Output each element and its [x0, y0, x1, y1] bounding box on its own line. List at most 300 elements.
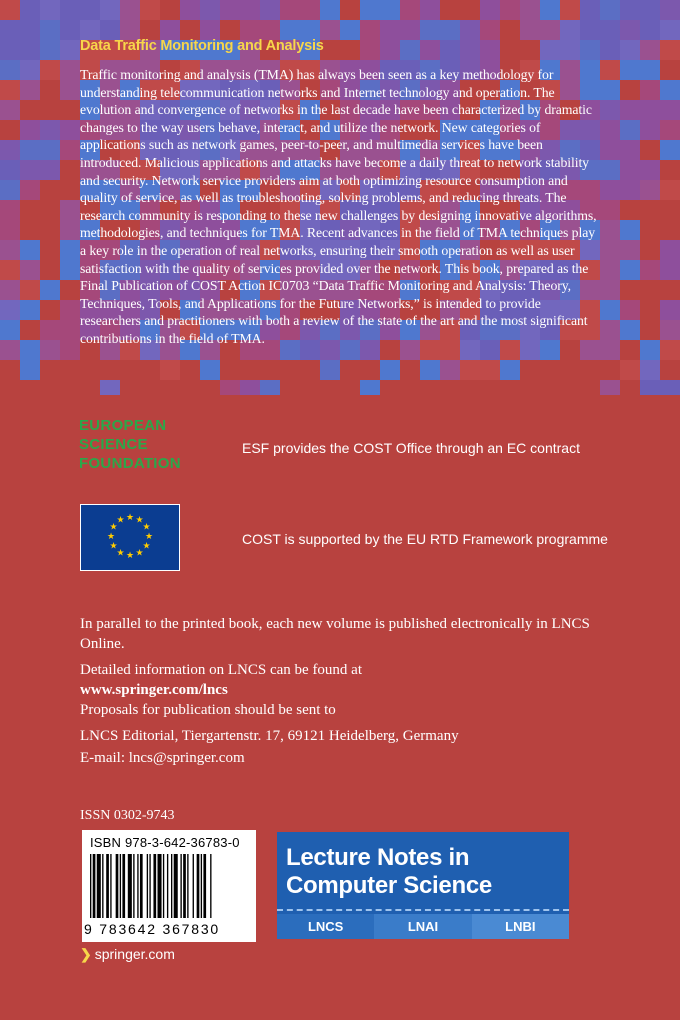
mosaic-cell [40, 380, 60, 395]
mosaic-cell [20, 160, 40, 180]
mosaic-cell [60, 60, 80, 80]
mosaic-cell [560, 0, 580, 20]
mosaic-cell [500, 360, 520, 380]
mosaic-cell [260, 20, 280, 40]
mosaic-cell [600, 120, 620, 140]
mosaic-cell [600, 100, 620, 120]
mosaic-cell [0, 260, 20, 280]
mosaic-cell [340, 360, 360, 380]
svg-text:★: ★ [109, 541, 118, 552]
mosaic-cell [0, 180, 20, 200]
isbn-number: ISBN 978-3-642-36783-0 [90, 835, 240, 850]
mosaic-cell [300, 0, 320, 20]
svg-text:★: ★ [106, 532, 116, 542]
mosaic-cell [380, 20, 400, 40]
mosaic-cell [0, 140, 20, 160]
mosaic-cell [620, 300, 640, 320]
mosaic-cell [60, 140, 80, 160]
mosaic-cell [600, 220, 620, 240]
mosaic-cell [360, 380, 380, 395]
mosaic-cell [180, 20, 200, 40]
mosaic-cell [20, 360, 40, 380]
mosaic-cell [520, 380, 540, 395]
barcode-bar [153, 854, 156, 918]
mosaic-cell [600, 0, 620, 20]
mosaic-cell [660, 300, 680, 320]
mosaic-cell [440, 20, 460, 40]
mosaic-cell [100, 360, 120, 380]
mosaic-cell [580, 0, 600, 20]
mosaic-cell [660, 120, 680, 140]
mosaic-cell [40, 80, 60, 100]
mosaic-cell [180, 380, 200, 395]
barcode-bar [171, 854, 172, 918]
barcode-bar [158, 854, 162, 918]
mosaic-cell [280, 0, 300, 20]
mosaic-cell [640, 380, 660, 395]
mosaic-cell [60, 260, 80, 280]
mosaic-cell [660, 360, 680, 380]
mosaic-cell [440, 380, 460, 395]
mosaic-cell [20, 180, 40, 200]
mosaic-cell [80, 20, 100, 40]
mosaic-cell [120, 380, 140, 395]
mosaic-cell [600, 320, 620, 340]
mosaic-cell [0, 300, 20, 320]
mosaic-cell [20, 340, 40, 360]
barcode-bar [93, 854, 96, 918]
mosaic-cell [200, 360, 220, 380]
mosaic-cell [560, 360, 580, 380]
mosaic-cell [640, 100, 660, 120]
mosaic-cell [600, 40, 620, 60]
isbn-barcode [82, 830, 256, 942]
mosaic-cell [640, 200, 660, 220]
mosaic-cell [20, 120, 40, 140]
mosaic-cell [120, 20, 140, 40]
mosaic-cell [660, 200, 680, 220]
proposals-text: Proposals for publication should be sent to [80, 702, 336, 718]
lncs-info [80, 614, 620, 768]
mosaic-cell [60, 220, 80, 240]
barcode-bar [167, 854, 168, 918]
mosaic-cell [620, 340, 640, 360]
mosaic-cell [40, 320, 60, 340]
mosaic-cell [20, 280, 40, 300]
mosaic-cell [0, 220, 20, 240]
mosaic-cell [420, 380, 440, 395]
mosaic-cell [20, 20, 40, 40]
mosaic-cell [600, 280, 620, 300]
mosaic-cell [200, 380, 220, 395]
mosaic-cell [660, 380, 680, 395]
mosaic-cell [260, 360, 280, 380]
svg-text:★: ★ [135, 515, 144, 526]
mosaic-cell [620, 240, 640, 260]
esf-logo-line3: FOUNDATION [79, 455, 181, 472]
mosaic-cell [600, 140, 620, 160]
mosaic-cell [240, 360, 260, 380]
svg-text:★: ★ [116, 515, 125, 526]
mosaic-cell [560, 380, 580, 395]
mosaic-cell [80, 360, 100, 380]
mosaic-cell [0, 100, 20, 120]
mosaic-cell [280, 380, 300, 395]
mosaic-cell [660, 280, 680, 300]
mosaic-cell [0, 80, 20, 100]
mosaic-cell [620, 280, 640, 300]
barcode-bar [97, 854, 101, 918]
mosaic-cell [600, 200, 620, 220]
barcode-bars [90, 854, 248, 920]
mosaic-cell [60, 280, 80, 300]
mosaic-cell [620, 0, 640, 20]
mosaic-cell [60, 20, 80, 40]
eu-flag-icon [80, 504, 180, 571]
mosaic-cell [260, 0, 280, 20]
barcode-bar [183, 854, 186, 918]
mosaic-cell [640, 360, 660, 380]
mosaic-cell [60, 380, 80, 395]
esf-logo-line2: SCIENCE [79, 436, 148, 453]
mosaic-cell [20, 80, 40, 100]
esf-logo-line1: EUROPEAN [79, 417, 167, 434]
esf-logo [79, 418, 209, 476]
barcode-bar [106, 854, 109, 918]
mosaic-cell [80, 380, 100, 395]
mosaic-cell [200, 20, 220, 40]
eu-caption: COST is supported by the EU RTD Framework programme [242, 531, 608, 547]
mosaic-cell [640, 320, 660, 340]
mosaic-cell [640, 80, 660, 100]
mosaic-cell [300, 20, 320, 40]
springer-url: springer.com [94, 946, 175, 962]
mosaic-cell [320, 20, 340, 40]
mosaic-cell [540, 360, 560, 380]
mosaic-cell [640, 60, 660, 80]
mosaic-cell [380, 380, 400, 395]
mosaic-cell [180, 360, 200, 380]
barcode-bar [122, 854, 125, 918]
mosaic-cell [340, 0, 360, 20]
mosaic-cell [0, 240, 20, 260]
mosaic-cell [140, 0, 160, 20]
mosaic-cell [300, 360, 320, 380]
mosaic-cell [480, 0, 500, 20]
mosaic-cell [0, 0, 20, 20]
mosaic-cell [660, 240, 680, 260]
mosaic-cell [460, 380, 480, 395]
mosaic-cell [600, 60, 620, 80]
mosaic-cell [640, 160, 660, 180]
mosaic-cell [640, 220, 660, 240]
mosaic-cell [20, 240, 40, 260]
mosaic-cell [640, 300, 660, 320]
mosaic-cell [480, 380, 500, 395]
mosaic-cell [40, 160, 60, 180]
mosaic-cell [600, 240, 620, 260]
mosaic-cell [520, 0, 540, 20]
mosaic-cell [40, 260, 60, 280]
mosaic-cell [600, 260, 620, 280]
mosaic-cell [480, 360, 500, 380]
mosaic-cell [660, 20, 680, 40]
mosaic-cell [40, 220, 60, 240]
mosaic-cell [380, 0, 400, 20]
mosaic-cell [560, 20, 580, 40]
barcode-bar [197, 854, 200, 918]
mosaic-cell [580, 20, 600, 40]
mosaic-cell [300, 380, 320, 395]
mosaic-cell [40, 40, 60, 60]
mosaic-cell [420, 0, 440, 20]
springer-link[interactable] [80, 946, 175, 963]
mosaic-cell [60, 360, 80, 380]
mosaic-cell [660, 60, 680, 80]
mosaic-cell [640, 40, 660, 60]
mosaic-cell [40, 100, 60, 120]
series-title [286, 844, 492, 900]
mosaic-cell [320, 380, 340, 395]
barcode-bar [149, 854, 150, 918]
mosaic-cell [620, 40, 640, 60]
mosaic-cell [660, 100, 680, 120]
mosaic-cell [280, 360, 300, 380]
mosaic-cell [360, 360, 380, 380]
mosaic-cell [640, 180, 660, 200]
mosaic-cell [60, 340, 80, 360]
mosaic-cell [160, 0, 180, 20]
mosaic-cell [520, 20, 540, 40]
mosaic-cell [340, 20, 360, 40]
mosaic-cell [0, 60, 20, 80]
book-abstract: Traffic monitoring and analysis (TMA) has always been seen as a key methodology for understanding telecommunication networks and Internet technology and operation. The evolution and convergence of networks in the last decade have been characterized by dramatic changes to the way users behave, interact, and utilize the network. New categories of applications such as network games, peer-to-peer, and multimedia services have been introduced. Malicious applications and attacks have become a daily threat to network stability and security. Network service providers aim at both optimizing resource consumption and quality of service, as well as troubleshooting, solving problems, and reducing threats. The research community is responding to these new challenges by designing innovative algorithms, methodologies, and techniques for TMA. Recent advances in the field of TMA techniques play a key role in the operation of real networks, ensuring their smooth operation as well as user satisfaction with the quality of services provided over the network. This book, prepared as the Final Publication of COST Action IC0703 “Data Traffic Monitoring and Analysis: Theory, Techniques, Tools, and Applications for the Future Networks,” is intended to provide researchers and practitioners with both a review of the state of the art and the most significant contributions in the field of TMA. [80, 67, 597, 346]
barcode-bar [110, 854, 111, 918]
mosaic-cell [520, 360, 540, 380]
series-title-line2: Computer Science [286, 872, 492, 899]
mosaic-cell [500, 380, 520, 395]
mosaic-cell [20, 60, 40, 80]
mosaic-cell [640, 340, 660, 360]
mosaic-cell [660, 340, 680, 360]
mosaic-cell [220, 380, 240, 395]
mosaic-cell [60, 120, 80, 140]
mosaic-cell [60, 240, 80, 260]
barcode-bar [187, 854, 188, 918]
mosaic-cell [240, 20, 260, 40]
barcode-bar [193, 854, 194, 918]
mosaic-cell [40, 0, 60, 20]
mosaic-cell [20, 320, 40, 340]
mosaic-cell [620, 360, 640, 380]
svg-text:★: ★ [125, 513, 135, 523]
mosaic-cell [0, 340, 20, 360]
mosaic-cell [600, 340, 620, 360]
mosaic-cell [640, 120, 660, 140]
mosaic-cell [500, 0, 520, 20]
mosaic-cell [0, 40, 20, 60]
email-text[interactable]: E-mail: lncs@springer.com [80, 750, 245, 766]
mosaic-cell [20, 380, 40, 395]
mosaic-cell [40, 60, 60, 80]
mosaic-cell [60, 180, 80, 200]
mosaic-cell [20, 100, 40, 120]
mosaic-cell [620, 220, 640, 240]
mosaic-cell [620, 320, 640, 340]
mosaic-cell [580, 360, 600, 380]
barcode-bar [133, 854, 134, 918]
mosaic-cell [240, 0, 260, 20]
barcode-bar [90, 854, 91, 918]
svg-text:★: ★ [116, 548, 125, 559]
mosaic-cell [400, 360, 420, 380]
mosaic-cell [140, 380, 160, 395]
mosaic-cell [660, 80, 680, 100]
mosaic-cell [660, 320, 680, 340]
lncs-series-logo [277, 832, 569, 939]
mosaic-cell [100, 380, 120, 395]
mosaic-cell [660, 180, 680, 200]
mosaic-cell [0, 120, 20, 140]
mosaic-cell [620, 120, 640, 140]
barcode-bar [163, 854, 164, 918]
mosaic-cell [660, 0, 680, 20]
mosaic-cell [220, 20, 240, 40]
mosaic-cell [40, 240, 60, 260]
mosaic-cell [60, 160, 80, 180]
mosaic-cell [660, 40, 680, 60]
barcode-bar [201, 854, 202, 918]
mosaic-cell [20, 200, 40, 220]
mosaic-cell [380, 360, 400, 380]
mosaic-cell [600, 360, 620, 380]
mosaic-cell [60, 300, 80, 320]
mosaic-cell [620, 100, 640, 120]
series-title-line1: Lecture Notes in [286, 844, 470, 871]
mosaic-cell [620, 380, 640, 395]
mosaic-cell [600, 20, 620, 40]
mosaic-cell [460, 0, 480, 20]
mosaic-cell [160, 20, 180, 40]
series-tab-lncs: LNCS [277, 914, 374, 939]
mosaic-cell [400, 0, 420, 20]
mosaic-cell [580, 380, 600, 395]
mosaic-cell [260, 380, 280, 395]
mosaic-cell [360, 0, 380, 20]
mosaic-cell [0, 280, 20, 300]
mosaic-cell [540, 0, 560, 20]
mosaic-cell [280, 20, 300, 40]
barcode-bar [174, 854, 178, 918]
barcode-bar [180, 854, 181, 918]
mosaic-cell [620, 80, 640, 100]
mosaic-cell [80, 0, 100, 20]
barcode-bar [120, 854, 121, 918]
mosaic-cell [420, 20, 440, 40]
issn-number: ISSN 0302-9743 [80, 808, 175, 823]
mosaic-cell [660, 140, 680, 160]
mosaic-cell [40, 360, 60, 380]
mosaic-cell [220, 360, 240, 380]
mosaic-cell [40, 20, 60, 40]
esf-caption: ESF provides the COST Office through an EC contract [242, 440, 580, 456]
mosaic-cell [40, 140, 60, 160]
mosaic-cell [440, 0, 460, 20]
description-block [80, 38, 600, 348]
mosaic-cell [20, 220, 40, 240]
book-title: Data Traffic Monitoring and Analysis [80, 38, 324, 54]
mosaic-cell [480, 20, 500, 40]
mosaic-cell [140, 360, 160, 380]
mosaic-cell [500, 20, 520, 40]
series-divider [277, 909, 569, 911]
mosaic-cell [60, 200, 80, 220]
mosaic-cell [460, 360, 480, 380]
series-tabs [277, 914, 569, 939]
mosaic-cell [620, 180, 640, 200]
barcode-bar [116, 854, 119, 918]
mosaic-cell [440, 360, 460, 380]
mosaic-cell [620, 20, 640, 40]
editorial-address: LNCS Editorial, Tiergartenstr. 17, 69121 Heidelberg, Germany [80, 728, 459, 744]
svg-text:★: ★ [135, 548, 144, 559]
mosaic-cell [620, 160, 640, 180]
barcode-bar [140, 854, 143, 918]
mosaic-cell [600, 300, 620, 320]
mosaic-cell [120, 0, 140, 20]
mosaic-cell [640, 240, 660, 260]
mosaic-cell [40, 300, 60, 320]
mosaic-cell [20, 260, 40, 280]
mosaic-cell [240, 380, 260, 395]
svg-text:★: ★ [142, 541, 151, 552]
mosaic-cell [140, 20, 160, 40]
mosaic-cell [640, 260, 660, 280]
mosaic-cell [660, 220, 680, 240]
mosaic-cell [600, 380, 620, 395]
mosaic-cell [640, 20, 660, 40]
mosaic-cell [60, 0, 80, 20]
mosaic-cell [460, 20, 480, 40]
mosaic-cell [320, 360, 340, 380]
mosaic-cell [540, 380, 560, 395]
mosaic-cell [620, 60, 640, 80]
mosaic-cell [400, 380, 420, 395]
series-tab-lnai: LNAI [374, 914, 471, 939]
lncs-url-link[interactable]: www.springer.com/lncs [80, 682, 228, 698]
chevron-right-icon: ❯ [80, 946, 92, 962]
mosaic-cell [420, 360, 440, 380]
mosaic-cell [400, 20, 420, 40]
mosaic-cell [60, 320, 80, 340]
barcode-bar [147, 854, 148, 918]
mosaic-cell [160, 360, 180, 380]
barcode-bar [137, 854, 138, 918]
mosaic-cell [20, 40, 40, 60]
barcode-bar [203, 854, 206, 918]
mosaic-cell [60, 80, 80, 100]
mosaic-cell [120, 360, 140, 380]
barcode-bar [210, 854, 211, 918]
mosaic-cell [600, 180, 620, 200]
mosaic-cell [600, 160, 620, 180]
mosaic-cell [40, 180, 60, 200]
mosaic-cell [640, 280, 660, 300]
mosaic-cell [340, 380, 360, 395]
svg-text:★: ★ [142, 522, 151, 533]
mosaic-cell [40, 120, 60, 140]
mosaic-cell [40, 200, 60, 220]
